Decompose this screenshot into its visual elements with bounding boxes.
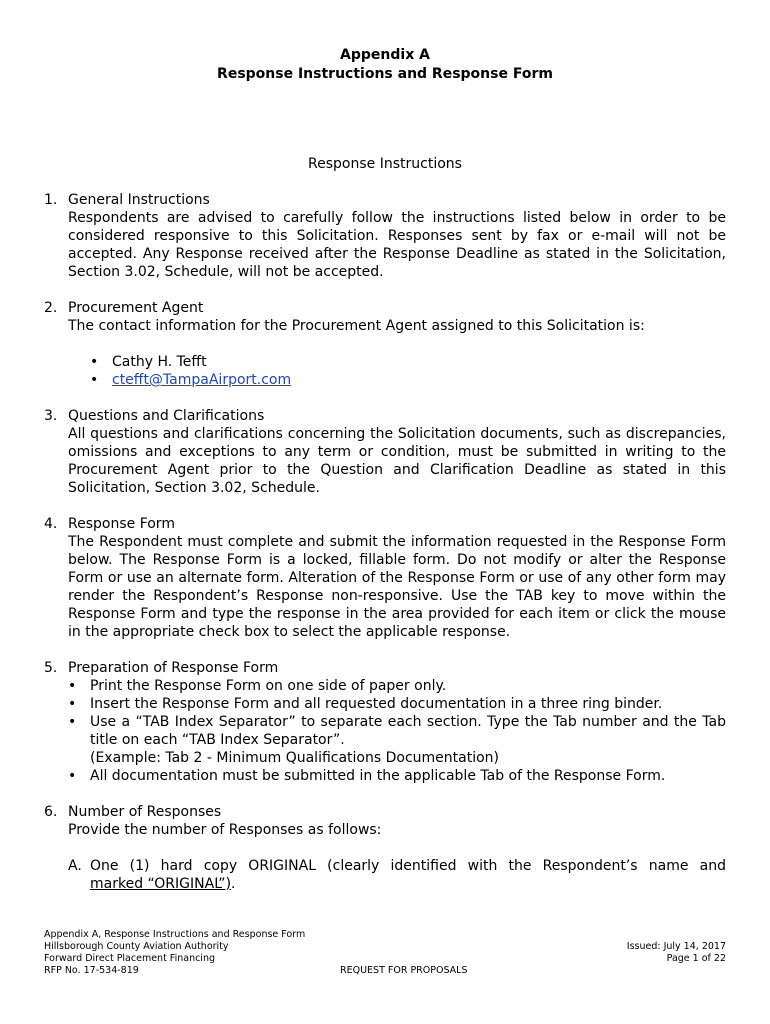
section-number: 1. (44, 192, 58, 208)
section-number: 6. (44, 804, 58, 820)
item-letter: A. (68, 858, 82, 874)
section-heading: General Instructions (68, 192, 210, 208)
contact-email-link[interactable]: ctefft@TampaAirport.com (112, 372, 292, 388)
issued-date: Issued: July 14, 2017 (626, 941, 726, 952)
section-text: Respondents are advised to carefully follow the instructions listed below in order to be considered responsive to this Solicitation. Responses sent by fax or e-mail will not be accepted. Any Response received after the Response Deadline as stated in the Solicitation, Section 3.02, Schedule, will not be accepted. (68, 210, 726, 280)
list-item: • Insert the Response Form and all requested documentation in a three ring binder. (68, 695, 726, 713)
section-heading: Questions and Clarifications (68, 408, 265, 424)
contact-list (68, 353, 726, 389)
section-heading: Response Form (68, 516, 175, 532)
list-item-example: (Example: Tab 2 - Minimum Qualifications Documentation) (90, 750, 500, 766)
footer-line: Appendix A, Response Instructions and Response Form (44, 929, 306, 940)
list-item (68, 713, 726, 767)
section-procurement-agent (44, 299, 726, 389)
section-number: 3. (44, 408, 58, 424)
section-text: The contact information for the Procurement Agent assigned to this Solicitation is: (68, 318, 645, 334)
list-item-text: • Use a “TAB Index Separator” to separate each section. Type the Tab number and the Tab title on each “TAB Index Separator”. (90, 714, 726, 748)
item-text-end: . (231, 876, 236, 892)
section-heading: Number of Responses (68, 804, 222, 820)
contact-email-item (90, 371, 726, 389)
instructions-body (44, 191, 726, 911)
section-number-of-responses (44, 803, 726, 893)
section-number: 5. (44, 660, 58, 676)
section-general-instructions (44, 191, 726, 281)
list-item: • Print the Response Form on one side of paper only. (68, 677, 726, 695)
document-title: Response Instructions and Response Form (217, 66, 553, 82)
contact-name: • Cathy H. Tefft (90, 353, 726, 371)
section-number: 2. (44, 300, 58, 316)
item-text-underlined: marked “ORIGINAL”) (90, 876, 232, 892)
response-item-a (68, 857, 726, 893)
section-response-form (44, 515, 726, 641)
section-text: All questions and clarifications concerning the Solicitation documents, such as discrepancies, omissions and exceptions to any term or condition, must be submitted in writing to the Procurement Agent prior to the Question and Clarification Deadline as stated in this Solicitation, Section 3.02, Schedule. (68, 426, 726, 496)
appendix-heading: Appendix A (340, 47, 430, 63)
section-heading: Preparation of Response Form (68, 660, 279, 676)
section-heading: Procurement Agent (68, 300, 204, 316)
footer-line: Forward Direct Placement Financing (44, 953, 215, 964)
preparation-list (68, 677, 726, 785)
section-questions (44, 407, 726, 497)
item-text-continued (90, 875, 726, 893)
section-text: Provide the number of Responses as follows: (68, 822, 382, 838)
footer-left (44, 929, 305, 977)
section-number: 4. (44, 516, 58, 532)
section-text: The Respondent must complete and submit the information requested in the Response Form below. The Response Form is a locked, fillable form. Do not modify or alter the Response Form or use an alternate form. Alteration of the Response Form or use of any other form may render the Respondent’s Response non-responsive. Use the TAB key to move within the Response Form and type the response in the area provided for each item or click the mouse in the appropriate check box to select the applicable response. (68, 534, 726, 640)
page-number: Page 1 of 22 (666, 953, 726, 964)
list-item: • All documentation must be submitted in the applicable Tab of the Response Form. (68, 767, 726, 785)
footer-line: Hillsborough County Aviation Authority (44, 941, 229, 952)
section-title: Response Instructions (308, 156, 462, 172)
footer-right (627, 941, 726, 965)
section-preparation (44, 659, 726, 785)
item-text: One (1) hard copy ORIGINAL (clearly identified with the Respondent’s name and (90, 858, 726, 874)
footer-line: RFP No. 17-534-819 (44, 965, 139, 976)
footer-center: REQUEST FOR PROPOSALS (340, 965, 468, 976)
